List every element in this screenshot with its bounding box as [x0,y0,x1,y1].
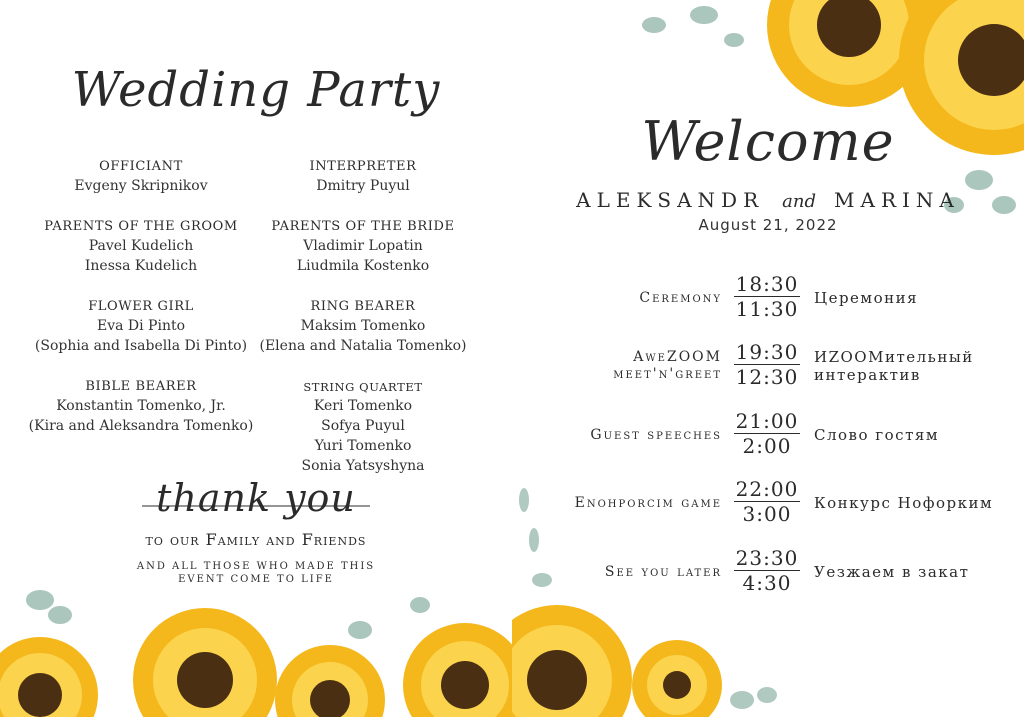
event-name-ru [814,409,1024,461]
role-officiant [16,158,266,196]
role-title: STRING QUARTET [303,380,423,394]
event-ru-line: Церемония [814,289,919,307]
role-name: Yuri Tomenko [314,438,412,454]
time-local: 19:30 [735,340,799,364]
wedding-date: August 21, 2022 [698,216,838,234]
event-awezoom [512,340,1024,392]
couple-names [512,188,1024,212]
role-name: Inessa Kudelich [84,258,198,274]
event-name-line: AweZOOM [633,349,722,365]
party-column-left [16,158,266,458]
event-name-ru [814,272,1024,324]
role-title: OFFICIANT [99,159,183,174]
event-name [512,409,722,461]
event-name [512,340,722,392]
role-title: INTERPRETER [309,159,417,174]
role-name: Evgeny Skripnikov [74,178,208,194]
sunflowers-bottom-left-right-page-decoration [512,480,812,717]
event-name-ru [814,340,1024,392]
role-string-quartet [238,378,488,476]
role-name: Dmitry Puyul [316,178,410,194]
event-ru-line: Уезжаем в закат [814,563,970,581]
time-local: 21:00 [735,409,799,433]
role-name: (Elena and Natalia Tomenko) [259,338,467,354]
time-local: 22:00 [735,477,799,501]
role-flower-girl [16,298,266,356]
welcome-title: Welcome [641,110,895,173]
event-ceremony [512,272,1024,324]
role-name: Maksim Tomenko [300,318,426,334]
role-name: Vladimir Lopatin [303,238,423,254]
and-word: and [782,191,817,212]
role-name: Pavel Kudelich [88,238,194,254]
time-remote: 2:00 [742,434,792,458]
role-bible-bearer [16,378,266,436]
time-local: 18:30 [735,272,799,296]
event-name-ru [814,477,1024,529]
time-remote: 12:30 [735,365,799,389]
event-name-line: Ceremony [639,289,722,306]
groom-name: ALEKSANDR [576,188,765,212]
wedding-party-title: Wedding Party [71,62,441,118]
time-local: 23:30 [735,546,799,570]
event-guest-speeches [512,409,1024,461]
role-title: FLOWER GIRL [88,299,194,314]
event-name-line: meet'n'greet [613,366,722,382]
role-name: Sofya Puyul [321,418,405,434]
role-name: Keri Tomenko [313,398,413,414]
event-name-ru [814,546,1024,598]
event-name [512,272,722,324]
event-name-line: See you later [604,563,722,580]
role-name: Liudmila Kostenko [296,258,430,274]
party-column-right [238,158,488,498]
role-name: Konstantin Tomenko, Jr. [56,398,226,414]
event-name-line: Guest speeches [590,426,722,443]
event-time [734,409,800,458]
event-ru-line: Слово гостям [814,426,939,444]
role-name: (Kira and Aleksandra Tomenko) [28,418,254,434]
event-ru-line: ИZOOMительный [814,348,974,366]
time-remote: 11:30 [735,297,799,321]
role-parents-bride [238,218,488,276]
time-remote: 3:00 [742,502,792,526]
role-title: BIBLE BEARER [85,379,197,394]
role-name: Sonia Yatsyshyna [301,458,425,474]
event-time [734,272,800,321]
sunflowers-bottom-left-decoration [0,575,512,717]
role-name: Eva Di Pinto [96,318,186,334]
event-ru-line: Конкурс Нофорким [814,494,994,512]
role-ring-bearer [238,298,488,356]
role-name: (Sophia and Isabella Di Pinto) [34,338,248,354]
event-name-line: Enohporcim game [574,494,722,511]
role-title: RING BEARER [310,299,416,314]
role-title: PARENTS OF THE BRIDE [271,219,455,234]
event-ru-line: интерактив [814,366,921,384]
role-title: PARENTS OF THE GROOM [44,219,238,234]
thank-you-note: AND ALL THOSE WHO MADE THIS EVENT COME TO LIFE [136,561,376,585]
welcome-page [512,0,1024,717]
thank-you-heading: thank you [156,476,356,520]
event-time [734,340,800,389]
time-remote: 4:30 [742,571,792,595]
role-parents-groom [16,218,266,276]
role-interpreter [238,158,488,196]
thank-you-family: to our Family and Friends [145,530,367,549]
bride-name: MARINA [834,188,960,212]
